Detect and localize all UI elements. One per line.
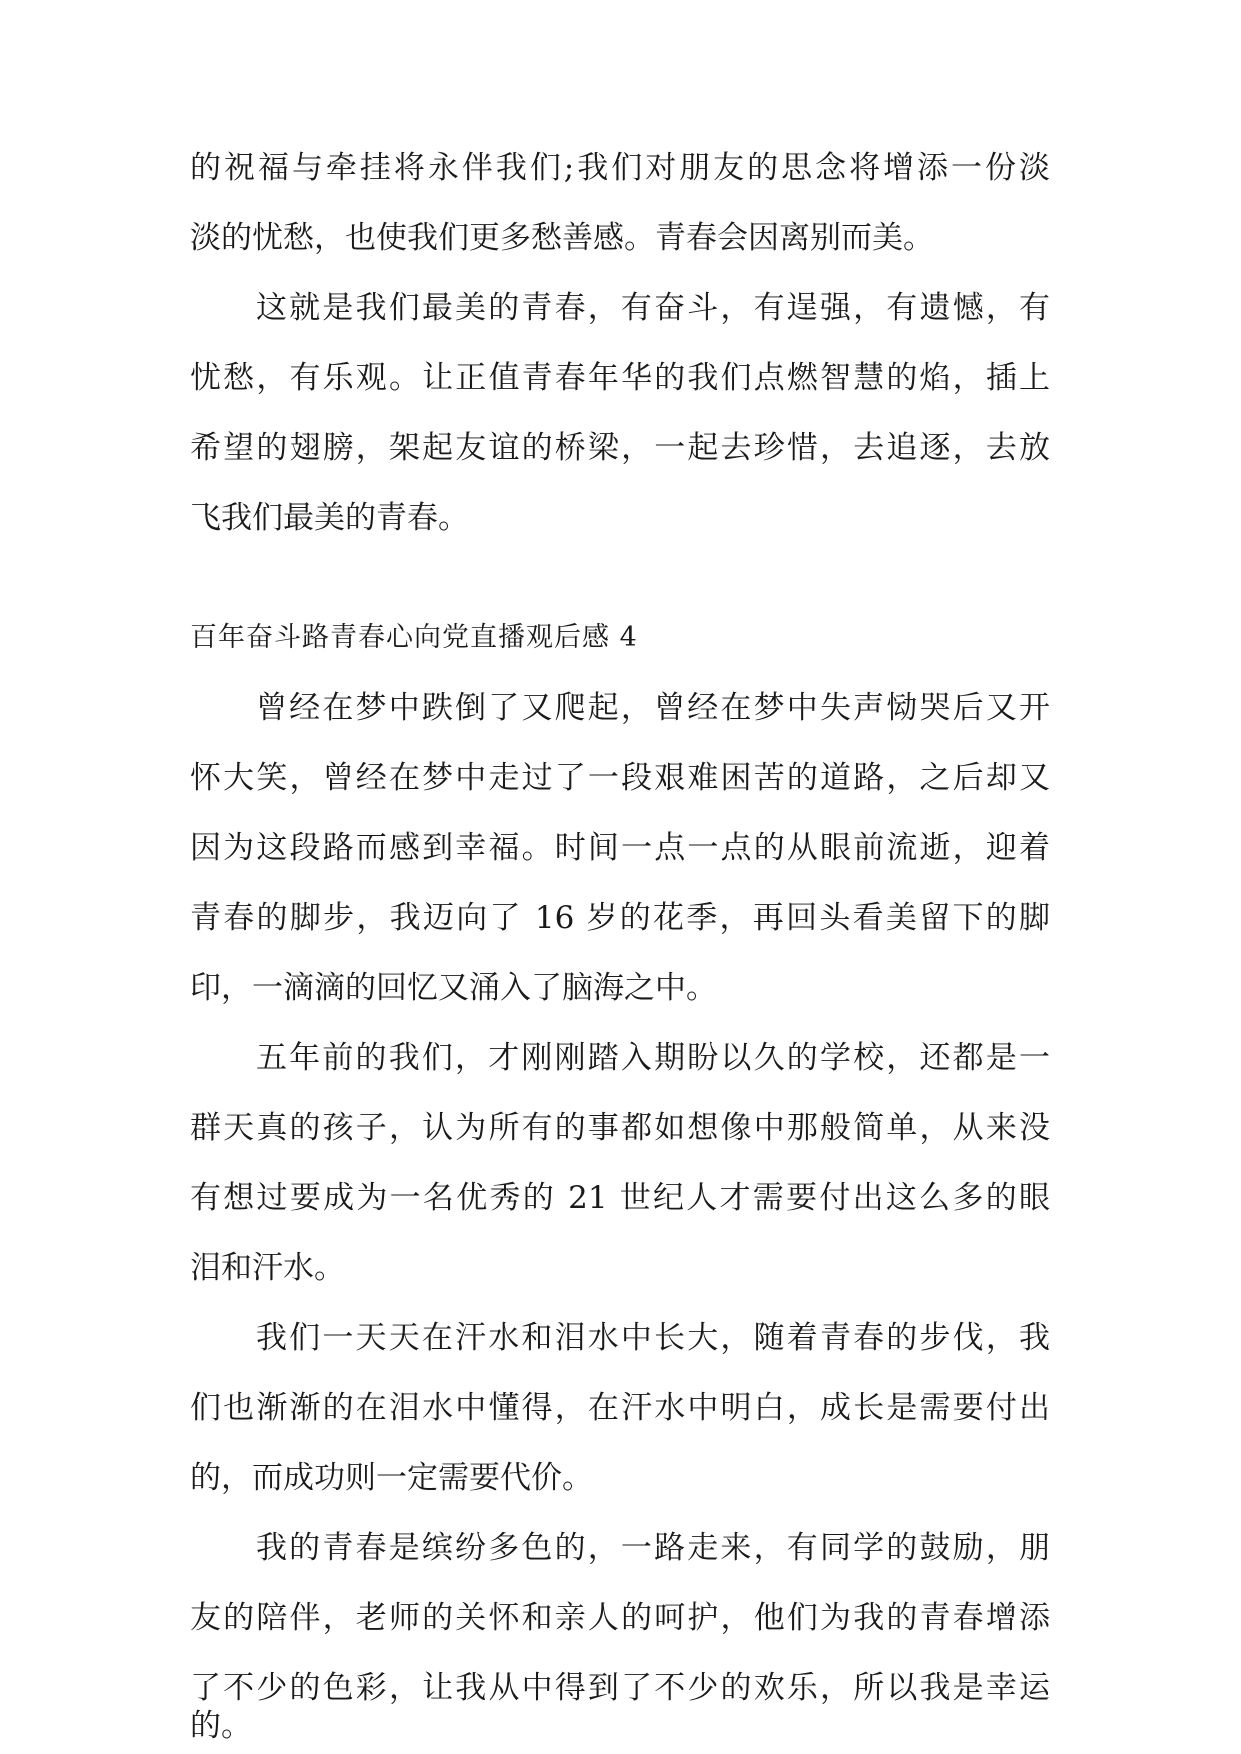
text-line: 五年前的我们，才刚刚踏入期盼以久的学校，还都是一 [256, 1040, 1050, 1076]
text-line: 忧愁，有乐观。让正值青春年华的我们点燃智慧的焰，插上 [190, 360, 1050, 396]
section-heading: 百年奋斗路青春心向党直播观后感 4 [190, 622, 638, 653]
text-line: 群天真的孩子，认为所有的事都如想像中那般简单，从来没 [190, 1110, 1050, 1146]
text-line: 希望的翅膀，架起友谊的桥梁，一起去珍惜，去追逐，去放 [190, 430, 1050, 466]
text-line: 我的青春是缤纷多色的，一路走来，有同学的鼓励，朋 [256, 1530, 1050, 1566]
text-line: 淡的忧愁，也使我们更多愁善感。青春会因离别而美。 [190, 220, 934, 256]
text-line: 泪和汗水。 [190, 1250, 345, 1286]
text-line: 的祝福与牵挂将永伴我们;我们对朋友的思念将增添一份淡 [190, 150, 1050, 186]
text-line: 友的陪伴，老师的关怀和亲人的呵护，他们为我的青春增添 [190, 1600, 1050, 1636]
text-line: 曾经在梦中跌倒了又爬起，曾经在梦中失声恸哭后又开 [256, 690, 1050, 726]
text-line: 飞我们最美的青春。 [190, 500, 469, 536]
text-line: 了不少的色彩，让我从中得到了不少的欢乐，所以我是幸运 [190, 1670, 1050, 1706]
text-line: 的。 [190, 1708, 252, 1744]
text-line: 有想过要成为一名优秀的 21 世纪人才需要付出这么多的眼 [190, 1180, 1050, 1216]
text-line: 印，一滴滴的回忆又涌入了脑海之中。 [190, 970, 717, 1006]
text-line: 因为这段路而感到幸福。时间一点一点的从眼前流逝，迎着 [190, 830, 1050, 866]
text-line: 的，而成功则一定需要代价。 [190, 1460, 593, 1496]
text-line: 我们一天天在汗水和泪水中长大，随着青春的步伐，我 [256, 1320, 1050, 1356]
text-line: 青春的脚步，我迈向了 16 岁的花季，再回头看美留下的脚 [190, 900, 1050, 936]
text-line: 们也渐渐的在泪水中懂得，在汗水中明白，成长是需要付出 [190, 1390, 1050, 1426]
text-line: 这就是我们最美的青春，有奋斗，有逞强，有遗憾，有 [256, 290, 1050, 326]
text-line: 怀大笑，曾经在梦中走过了一段艰难困苦的道路，之后却又 [190, 760, 1050, 796]
